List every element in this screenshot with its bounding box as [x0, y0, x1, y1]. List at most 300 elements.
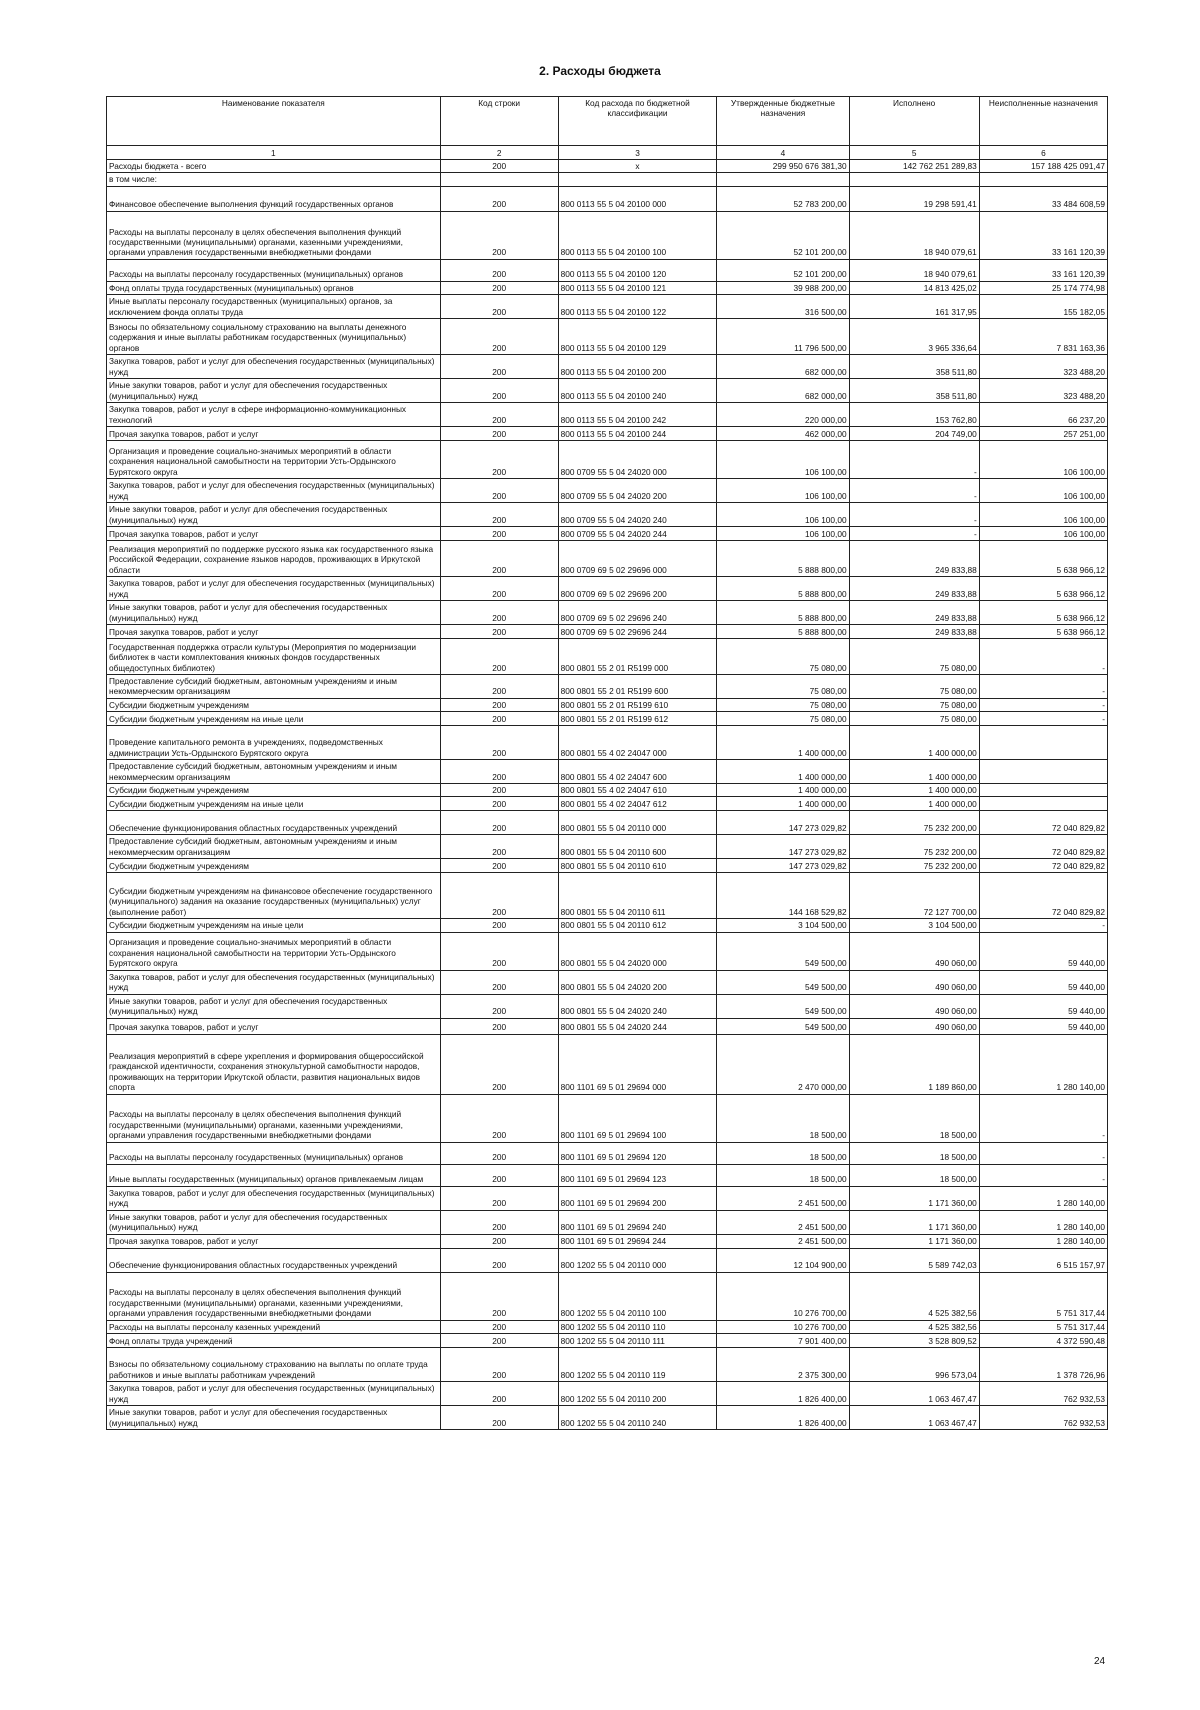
row-classification-code-cell: 800 0801 55 2 01 R5199 600: [558, 675, 717, 699]
row-line-code-cell: [440, 173, 558, 186]
row-classification-code-cell: 800 0801 55 5 04 20110 611: [558, 873, 717, 919]
row-classification-code-cell: 800 0801 55 4 02 24047 610: [558, 784, 717, 797]
table-row: [107, 160, 1108, 173]
table-row: [107, 919, 1108, 932]
table-row: [107, 1164, 1108, 1186]
row-name-cell: Субсидии бюджетным учреждениям: [107, 859, 441, 873]
row-line-code-cell: 200: [440, 932, 558, 970]
row-classification-code-cell: [558, 173, 717, 186]
row-approved-cell: 299 950 676 381,30: [717, 160, 849, 173]
row-classification-code-cell: 800 0801 55 5 04 20110 600: [558, 835, 717, 859]
row-classification-code-cell: 800 0113 55 5 04 20100 242: [558, 403, 717, 427]
row-name-cell: Расходы на выплаты персоналу в целях обеспечения выполнения функций государственными (муниципальными) органами, казенными учреждениями, органами управления государственными внебюджетными фондами: [107, 211, 441, 259]
row-executed-cell: 75 080,00: [849, 698, 979, 711]
row-executed-cell: 75 232 200,00: [849, 835, 979, 859]
row-unexecuted-cell: 1 280 140,00: [979, 1234, 1107, 1248]
table-row: [107, 541, 1108, 577]
row-executed-cell: 3 965 336,64: [849, 319, 979, 355]
row-unexecuted-cell: -: [979, 1164, 1107, 1186]
row-executed-cell: 18 940 079,61: [849, 259, 979, 281]
row-approved-cell: 52 101 200,00: [717, 259, 849, 281]
row-unexecuted-cell: 5 638 966,12: [979, 625, 1107, 639]
row-executed-cell: 249 833,88: [849, 541, 979, 577]
row-approved-cell: 75 080,00: [717, 675, 849, 699]
row-name-cell: Организация и проведение социально-значимых мероприятий в области сохранения национальной самобытности на территории Усть-Ордынского Бурятского округа: [107, 932, 441, 970]
row-executed-cell: 4 525 382,56: [849, 1320, 979, 1333]
row-approved-cell: 18 500,00: [717, 1142, 849, 1164]
row-line-code-cell: 200: [440, 355, 558, 379]
row-executed-cell: 18 500,00: [849, 1094, 979, 1142]
row-classification-code-cell: 800 0801 55 5 04 24020 240: [558, 994, 717, 1018]
row-line-code-cell: 200: [440, 625, 558, 639]
row-executed-cell: 490 060,00: [849, 932, 979, 970]
table-row: [107, 625, 1108, 639]
row-name-cell: Иные закупки товаров, работ и услуг для обеспечения государственных (муниципальных) нужд: [107, 1210, 441, 1234]
row-unexecuted-cell: -: [979, 639, 1107, 675]
row-line-code-cell: 200: [440, 379, 558, 403]
row-line-code-cell: 200: [440, 811, 558, 835]
table-row: [107, 173, 1108, 186]
row-unexecuted-cell: 66 237,20: [979, 403, 1107, 427]
row-unexecuted-cell: 5 638 966,12: [979, 541, 1107, 577]
row-name-cell: Прочая закупка товаров, работ и услуг: [107, 527, 441, 541]
row-executed-cell: 1 400 000,00: [849, 797, 979, 811]
row-executed-cell: 1 063 467,47: [849, 1381, 979, 1405]
row-classification-code-cell: 800 0801 55 2 01 R5199 612: [558, 712, 717, 726]
row-classification-code-cell: 800 0709 69 5 02 29696 200: [558, 577, 717, 601]
row-executed-cell: 204 749,00: [849, 427, 979, 441]
row-line-code-cell: 200: [440, 698, 558, 711]
row-classification-code-cell: 800 1202 55 5 04 20110 000: [558, 1248, 717, 1272]
row-classification-code-cell: 800 0709 69 5 02 29696 000: [558, 541, 717, 577]
row-classification-code-cell: 800 0801 55 5 04 20110 612: [558, 919, 717, 932]
row-approved-cell: 549 500,00: [717, 970, 849, 994]
row-name-cell: Иные выплаты персоналу государственных (муниципальных) органов, за исключением фонда оплаты труда: [107, 295, 441, 319]
row-unexecuted-cell: 106 100,00: [979, 527, 1107, 541]
page-title: 2. Расходы бюджета: [539, 64, 661, 78]
row-unexecuted-cell: 25 174 774,98: [979, 281, 1107, 294]
row-approved-cell: 18 500,00: [717, 1164, 849, 1186]
header-classification-code: Код расхода по бюджетной классификации: [558, 97, 717, 146]
table-row: [107, 797, 1108, 811]
row-approved-cell: 2 375 300,00: [717, 1347, 849, 1381]
row-approved-cell: 462 000,00: [717, 427, 849, 441]
table-row: [107, 1142, 1108, 1164]
row-name-cell: Предоставление субсидий бюджетным, автономным учреждениям и иным некоммерческим организациям: [107, 760, 441, 784]
row-executed-cell: 153 762,80: [849, 403, 979, 427]
row-approved-cell: 1 826 400,00: [717, 1381, 849, 1405]
row-classification-code-cell: 800 1202 55 5 04 20110 100: [558, 1272, 717, 1320]
row-approved-cell: 75 080,00: [717, 712, 849, 726]
table-row: [107, 873, 1108, 919]
row-name-cell: Реализация мероприятий в сфере укрепления и формирования общероссийской гражданской идентичности, сохранения этнокультурной самобытности народов, проживающих на территории Иркутской области, развития национальных видов спорта: [107, 1034, 441, 1094]
row-line-code-cell: 200: [440, 1142, 558, 1164]
row-executed-cell: 1 171 360,00: [849, 1210, 979, 1234]
row-name-cell: Прочая закупка товаров, работ и услуг: [107, 1018, 441, 1034]
row-classification-code-cell: 800 0801 55 5 04 24020 200: [558, 970, 717, 994]
row-unexecuted-cell: 106 100,00: [979, 441, 1107, 479]
row-executed-cell: -: [849, 441, 979, 479]
row-line-code-cell: 200: [440, 1272, 558, 1320]
row-executed-cell: 358 511,80: [849, 355, 979, 379]
row-approved-cell: [717, 173, 849, 186]
row-executed-cell: 490 060,00: [849, 994, 979, 1018]
row-classification-code-cell: 800 0709 55 5 04 24020 000: [558, 441, 717, 479]
row-approved-cell: 147 273 029,82: [717, 859, 849, 873]
row-unexecuted-cell: 762 932,53: [979, 1405, 1107, 1429]
row-approved-cell: 52 783 200,00: [717, 186, 849, 211]
row-classification-code-cell: 800 0113 55 5 04 20100 000: [558, 186, 717, 211]
row-name-cell: Предоставление субсидий бюджетным, автономным учреждениям и иным некоммерческим организациям: [107, 675, 441, 699]
table-row: [107, 527, 1108, 541]
row-unexecuted-cell: 59 440,00: [979, 932, 1107, 970]
row-classification-code-cell: 800 1101 69 5 01 29694 123: [558, 1164, 717, 1186]
table-row: [107, 712, 1108, 726]
row-approved-cell: 549 500,00: [717, 994, 849, 1018]
row-classification-code-cell: 800 0801 55 5 04 24020 244: [558, 1018, 717, 1034]
row-classification-code-cell: 800 1101 69 5 01 29694 240: [558, 1210, 717, 1234]
row-approved-cell: 10 276 700,00: [717, 1272, 849, 1320]
row-unexecuted-cell: 257 251,00: [979, 427, 1107, 441]
row-executed-cell: -: [849, 479, 979, 503]
row-line-code-cell: 200: [440, 835, 558, 859]
row-line-code-cell: 200: [440, 1186, 558, 1210]
row-line-code-cell: 200: [440, 503, 558, 527]
row-line-code-cell: 200: [440, 160, 558, 173]
row-approved-cell: 682 000,00: [717, 355, 849, 379]
row-executed-cell: 18 940 079,61: [849, 211, 979, 259]
row-approved-cell: 1 400 000,00: [717, 726, 849, 760]
row-executed-cell: 75 232 200,00: [849, 811, 979, 835]
row-executed-cell: 1 189 860,00: [849, 1034, 979, 1094]
row-executed-cell: 3 104 500,00: [849, 919, 979, 932]
row-approved-cell: 316 500,00: [717, 295, 849, 319]
row-line-code-cell: 200: [440, 1381, 558, 1405]
column-number: 3: [558, 146, 717, 160]
row-name-cell: Субсидии бюджетным учреждениям на финансовое обеспечение государственного (муниципального) задания на оказание государственных (муниципальных) услуг (выполнение работ): [107, 873, 441, 919]
row-approved-cell: 2 470 000,00: [717, 1034, 849, 1094]
row-executed-cell: [849, 173, 979, 186]
row-executed-cell: 249 833,88: [849, 577, 979, 601]
row-executed-cell: 996 573,04: [849, 1347, 979, 1381]
table-row: [107, 835, 1108, 859]
row-line-code-cell: 200: [440, 994, 558, 1018]
row-executed-cell: 1 171 360,00: [849, 1234, 979, 1248]
row-approved-cell: 2 451 500,00: [717, 1186, 849, 1210]
row-name-cell: Взносы по обязательному социальному страхованию на выплаты денежного содержания и иные выплаты работникам государственных (муниципальных) органов: [107, 319, 441, 355]
table-row: [107, 994, 1108, 1018]
table-row: [107, 479, 1108, 503]
table-row: [107, 355, 1108, 379]
row-line-code-cell: 200: [440, 1320, 558, 1333]
row-approved-cell: 1 826 400,00: [717, 1405, 849, 1429]
table-row: [107, 1210, 1108, 1234]
row-executed-cell: 490 060,00: [849, 970, 979, 994]
row-unexecuted-cell: 72 040 829,82: [979, 835, 1107, 859]
row-line-code-cell: 200: [440, 675, 558, 699]
row-approved-cell: 75 080,00: [717, 698, 849, 711]
row-approved-cell: 3 104 500,00: [717, 919, 849, 932]
row-classification-code-cell: 800 1101 69 5 01 29694 000: [558, 1034, 717, 1094]
row-line-code-cell: 200: [440, 211, 558, 259]
table-row: [107, 1320, 1108, 1333]
column-number: 1: [107, 146, 441, 160]
row-unexecuted-cell: -: [979, 1094, 1107, 1142]
row-classification-code-cell: 800 0709 55 5 04 24020 200: [558, 479, 717, 503]
row-approved-cell: 2 451 500,00: [717, 1234, 849, 1248]
row-executed-cell: 75 080,00: [849, 639, 979, 675]
table-row: [107, 639, 1108, 675]
column-number: 5: [849, 146, 979, 160]
row-name-cell: Прочая закупка товаров, работ и услуг: [107, 1234, 441, 1248]
column-number-row: [107, 146, 1108, 160]
header-line-code: Код строки: [440, 97, 558, 146]
table-body: [107, 160, 1108, 1430]
row-classification-code-cell: 800 0113 55 5 04 20100 244: [558, 427, 717, 441]
row-unexecuted-cell: 4 372 590,48: [979, 1333, 1107, 1347]
row-line-code-cell: 200: [440, 784, 558, 797]
row-classification-code-cell: 800 0801 55 5 04 24020 000: [558, 932, 717, 970]
row-name-cell: Фонд оплаты труда учреждений: [107, 1333, 441, 1347]
row-classification-code-cell: 800 0113 55 5 04 20100 200: [558, 355, 717, 379]
row-executed-cell: 161 317,95: [849, 295, 979, 319]
row-name-cell: Организация и проведение социально-значимых мероприятий в области сохранения национальной самобытности на территории Усть-Ордынского Бурятского округа: [107, 441, 441, 479]
table-row: [107, 1186, 1108, 1210]
row-classification-code-cell: 800 1202 55 5 04 20110 110: [558, 1320, 717, 1333]
row-unexecuted-cell: [979, 726, 1107, 760]
header-row: [107, 97, 1108, 146]
row-name-cell: Иные закупки товаров, работ и услуг для обеспечения государственных (муниципальных) нужд: [107, 379, 441, 403]
row-executed-cell: 18 500,00: [849, 1142, 979, 1164]
row-unexecuted-cell: [979, 760, 1107, 784]
row-approved-cell: 549 500,00: [717, 1018, 849, 1034]
table-row: [107, 1094, 1108, 1142]
row-unexecuted-cell: -: [979, 698, 1107, 711]
row-approved-cell: 5 888 800,00: [717, 601, 849, 625]
table-row: [107, 1381, 1108, 1405]
row-unexecuted-cell: 323 488,20: [979, 355, 1107, 379]
page-number: 24: [1094, 1656, 1106, 1667]
row-line-code-cell: 200: [440, 873, 558, 919]
row-line-code-cell: 200: [440, 186, 558, 211]
table-row: [107, 1234, 1108, 1248]
row-unexecuted-cell: [979, 797, 1107, 811]
row-executed-cell: 1 063 467,47: [849, 1405, 979, 1429]
table-row: [107, 932, 1108, 970]
row-unexecuted-cell: -: [979, 1142, 1107, 1164]
row-name-cell: Обеспечение функционирования областных государственных учреждений: [107, 811, 441, 835]
table-row: [107, 1405, 1108, 1429]
table-row: [107, 186, 1108, 211]
row-line-code-cell: 200: [440, 403, 558, 427]
row-name-cell: Субсидии бюджетным учреждениям на иные цели: [107, 712, 441, 726]
row-name-cell: Предоставление субсидий бюджетным, автономным учреждениям и иным некоммерческим организациям: [107, 835, 441, 859]
row-unexecuted-cell: 762 932,53: [979, 1381, 1107, 1405]
row-unexecuted-cell: 72 040 829,82: [979, 859, 1107, 873]
row-name-cell: Расходы на выплаты персоналу казенных учреждений: [107, 1320, 441, 1333]
table-row: [107, 1333, 1108, 1347]
table-row: [107, 760, 1108, 784]
row-line-code-cell: 200: [440, 479, 558, 503]
row-line-code-cell: 200: [440, 601, 558, 625]
row-approved-cell: 75 080,00: [717, 639, 849, 675]
row-line-code-cell: 200: [440, 797, 558, 811]
row-executed-cell: 72 127 700,00: [849, 873, 979, 919]
table-row: [107, 259, 1108, 281]
row-approved-cell: 11 796 500,00: [717, 319, 849, 355]
row-approved-cell: 12 104 900,00: [717, 1248, 849, 1272]
row-name-cell: Закупка товаров, работ и услуг в сфере информационно-коммуникационных технологий: [107, 403, 441, 427]
row-line-code-cell: 200: [440, 919, 558, 932]
row-classification-code-cell: 800 0113 55 5 04 20100 122: [558, 295, 717, 319]
row-classification-code-cell: 800 1101 69 5 01 29694 244: [558, 1234, 717, 1248]
row-unexecuted-cell: [979, 784, 1107, 797]
row-unexecuted-cell: 72 040 829,82: [979, 811, 1107, 835]
row-approved-cell: 39 988 200,00: [717, 281, 849, 294]
row-name-cell: Финансовое обеспечение выполнения функций государственных органов: [107, 186, 441, 211]
row-executed-cell: 1 400 000,00: [849, 760, 979, 784]
row-name-cell: Закупка товаров, работ и услуг для обеспечения государственных (муниципальных) нужд: [107, 1186, 441, 1210]
row-approved-cell: 147 273 029,82: [717, 835, 849, 859]
table-row: [107, 281, 1108, 294]
row-approved-cell: 5 888 800,00: [717, 541, 849, 577]
row-approved-cell: 549 500,00: [717, 932, 849, 970]
row-name-cell: Обеспечение функционирования областных государственных учреждений: [107, 1248, 441, 1272]
row-unexecuted-cell: [979, 173, 1107, 186]
row-approved-cell: 106 100,00: [717, 479, 849, 503]
row-classification-code-cell: 800 1202 55 5 04 20110 240: [558, 1405, 717, 1429]
row-name-cell: Иные закупки товаров, работ и услуг для обеспечения государственных (муниципальных) нужд: [107, 503, 441, 527]
row-classification-code-cell: 800 0801 55 4 02 24047 000: [558, 726, 717, 760]
header-approved: Утвержденные бюджетные назначения: [717, 97, 849, 146]
row-classification-code-cell: 800 0113 55 5 04 20100 100: [558, 211, 717, 259]
row-name-cell: Прочая закупка товаров, работ и услуг: [107, 625, 441, 639]
row-line-code-cell: 200: [440, 1248, 558, 1272]
row-line-code-cell: 200: [440, 1234, 558, 1248]
table-row: [107, 859, 1108, 873]
table-row: [107, 295, 1108, 319]
row-executed-cell: 5 589 742,03: [849, 1248, 979, 1272]
row-name-cell: Закупка товаров, работ и услуг для обеспечения государственных (муниципальных) нужд: [107, 970, 441, 994]
row-unexecuted-cell: 33 484 608,59: [979, 186, 1107, 211]
row-executed-cell: 1 400 000,00: [849, 784, 979, 797]
table-row: [107, 1018, 1108, 1034]
table-row: [107, 577, 1108, 601]
row-unexecuted-cell: -: [979, 712, 1107, 726]
row-classification-code-cell: 800 0709 55 5 04 24020 244: [558, 527, 717, 541]
row-name-cell: Взносы по обязательному социальному страхованию на выплаты по оплате труда работников и иные выплаты работникам учреждений: [107, 1347, 441, 1381]
row-approved-cell: 1 400 000,00: [717, 784, 849, 797]
row-classification-code-cell: 800 0801 55 4 02 24047 600: [558, 760, 717, 784]
row-executed-cell: 18 500,00: [849, 1164, 979, 1186]
row-name-cell: Расходы на выплаты персоналу государственных (муниципальных) органов: [107, 259, 441, 281]
table-row: [107, 698, 1108, 711]
row-executed-cell: 249 833,88: [849, 601, 979, 625]
row-name-cell: Иные закупки товаров, работ и услуг для обеспечения государственных (муниципальных) нужд: [107, 601, 441, 625]
row-approved-cell: 10 276 700,00: [717, 1320, 849, 1333]
table-row: [107, 811, 1108, 835]
row-classification-code-cell: 800 0801 55 2 01 R5199 000: [558, 639, 717, 675]
row-executed-cell: -: [849, 503, 979, 527]
row-classification-code-cell: 800 1101 69 5 01 29694 120: [558, 1142, 717, 1164]
row-classification-code-cell: 800 0113 55 5 04 20100 121: [558, 281, 717, 294]
row-name-cell: Государственная поддержка отрасли культуры (Мероприятия по модернизации библиотек в части комплектования книжных фондов государственных общедоступных библиотек): [107, 639, 441, 675]
row-executed-cell: 358 511,80: [849, 379, 979, 403]
row-line-code-cell: 200: [440, 281, 558, 294]
row-executed-cell: 19 298 591,41: [849, 186, 979, 211]
row-line-code-cell: 200: [440, 1034, 558, 1094]
row-approved-cell: 5 888 800,00: [717, 577, 849, 601]
row-name-cell: Расходы на выплаты персоналу государственных (муниципальных) органов: [107, 1142, 441, 1164]
row-classification-code-cell: 800 1202 55 5 04 20110 200: [558, 1381, 717, 1405]
table-row: [107, 1248, 1108, 1272]
row-line-code-cell: 200: [440, 1164, 558, 1186]
table-row: [107, 319, 1108, 355]
row-line-code-cell: 200: [440, 577, 558, 601]
row-unexecuted-cell: 33 161 120,39: [979, 259, 1107, 281]
row-name-cell: Закупка товаров, работ и услуг для обеспечения государственных (муниципальных) нужд: [107, 577, 441, 601]
row-approved-cell: 7 901 400,00: [717, 1333, 849, 1347]
row-approved-cell: 147 273 029,82: [717, 811, 849, 835]
row-unexecuted-cell: 33 161 120,39: [979, 211, 1107, 259]
row-name-cell: Субсидии бюджетным учреждениям на иные цели: [107, 919, 441, 932]
row-approved-cell: 1 400 000,00: [717, 760, 849, 784]
table-row: [107, 675, 1108, 699]
row-unexecuted-cell: 59 440,00: [979, 970, 1107, 994]
row-line-code-cell: 200: [440, 726, 558, 760]
table-row: [107, 1034, 1108, 1094]
row-name-cell: Закупка товаров, работ и услуг для обеспечения государственных (муниципальных) нужд: [107, 479, 441, 503]
header-unexecuted: Неисполненные назначения: [979, 97, 1107, 146]
row-classification-code-cell: 800 0709 69 5 02 29696 240: [558, 601, 717, 625]
row-executed-cell: 4 525 382,56: [849, 1272, 979, 1320]
row-unexecuted-cell: 59 440,00: [979, 1018, 1107, 1034]
row-executed-cell: 14 813 425,02: [849, 281, 979, 294]
row-classification-code-cell: x: [558, 160, 717, 173]
row-line-code-cell: 200: [440, 970, 558, 994]
row-line-code-cell: 200: [440, 541, 558, 577]
row-executed-cell: 75 080,00: [849, 712, 979, 726]
row-unexecuted-cell: 5 638 966,12: [979, 601, 1107, 625]
header-name: Наименование показателя: [107, 97, 441, 146]
row-name-cell: Расходы на выплаты персоналу в целях обеспечения выполнения функций государственными (муниципальными) органами, казенными учреждениями, органами управления государственными внебюджетными фондами: [107, 1272, 441, 1320]
row-classification-code-cell: 800 0113 55 5 04 20100 129: [558, 319, 717, 355]
row-name-cell: Проведение капитального ремонта в учреждениях, подведомственных администрации Усть-Ордынского Бурятского округа: [107, 726, 441, 760]
table-row: [107, 427, 1108, 441]
row-line-code-cell: 200: [440, 1405, 558, 1429]
row-unexecuted-cell: 59 440,00: [979, 994, 1107, 1018]
row-line-code-cell: 200: [440, 441, 558, 479]
row-name-cell: Расходы на выплаты персоналу в целях обеспечения выполнения функций государственными (муниципальными) органами, казенными учреждениями, органами управления государственными внебюджетными фондами: [107, 1094, 441, 1142]
row-executed-cell: 249 833,88: [849, 625, 979, 639]
row-unexecuted-cell: 155 182,05: [979, 295, 1107, 319]
row-line-code-cell: 200: [440, 259, 558, 281]
table-row: [107, 403, 1108, 427]
row-approved-cell: 144 168 529,82: [717, 873, 849, 919]
row-classification-code-cell: 800 1202 55 5 04 20110 111: [558, 1333, 717, 1347]
row-line-code-cell: 200: [440, 712, 558, 726]
column-number: 4: [717, 146, 849, 160]
row-name-cell: Прочая закупка товаров, работ и услуг: [107, 427, 441, 441]
row-name-cell: Иные закупки товаров, работ и услуг для обеспечения государственных (муниципальных) нужд: [107, 994, 441, 1018]
row-classification-code-cell: 800 0801 55 2 01 R5199 610: [558, 698, 717, 711]
row-line-code-cell: 200: [440, 639, 558, 675]
row-name-cell: в том числе:: [107, 173, 441, 186]
table-row: [107, 1272, 1108, 1320]
row-classification-code-cell: 800 0801 55 5 04 20110 000: [558, 811, 717, 835]
row-executed-cell: -: [849, 527, 979, 541]
row-approved-cell: 106 100,00: [717, 527, 849, 541]
